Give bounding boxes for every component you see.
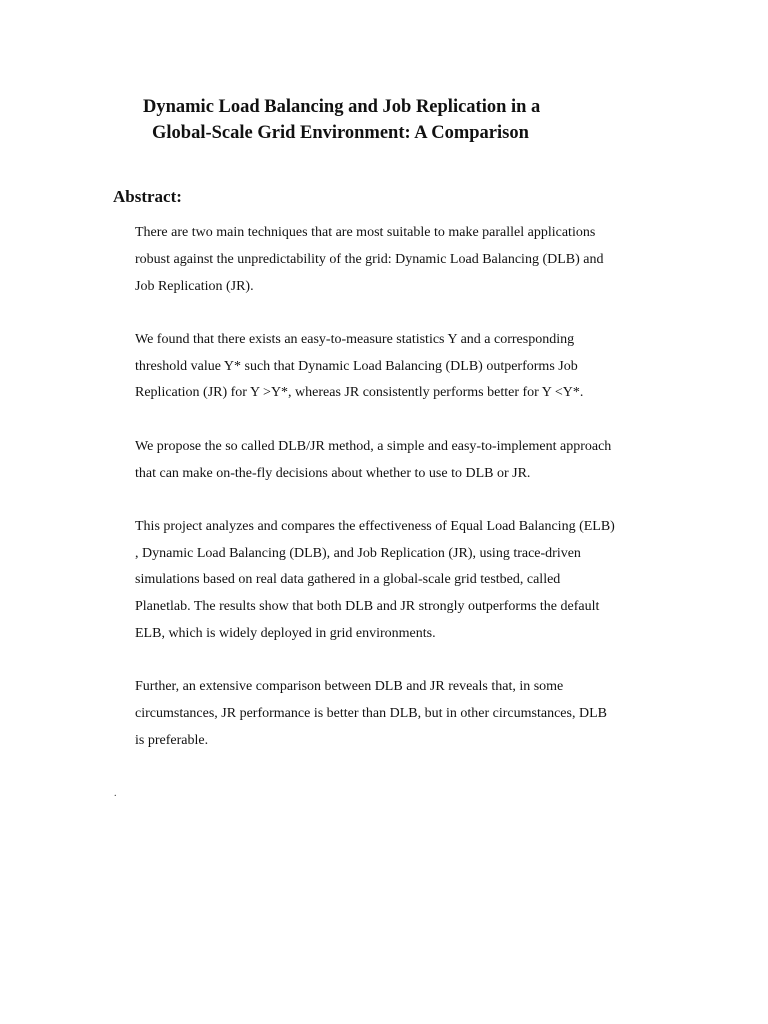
paragraph-line: We propose the so called DLB/JR method, a simple and easy-to-implement approach [135, 438, 612, 454]
abstract-body [135, 220, 675, 781]
paragraph-line: , Dynamic Load Balancing (DLB), and Job Replication (JR), using trace-driven [135, 545, 581, 561]
abstract-paragraph-4 [135, 514, 675, 648]
abstract-paragraph-5 [135, 674, 675, 754]
abstract-paragraph-3 [135, 434, 675, 488]
paragraph-line: threshold value Y* such that Dynamic Load Balancing (DLB) outperforms Job [135, 358, 578, 374]
abstract-heading: Abstract: [113, 187, 182, 206]
title-line-1: Dynamic Load Balancing and Job Replication in a [143, 97, 541, 117]
abstract-paragraph-2 [135, 327, 675, 407]
paragraph-line: that can make on-the-fly decisions about whether to use to DLB or JR. [135, 465, 531, 481]
paragraph-line: Further, an extensive comparison between DLB and JR reveals that, in some [135, 679, 564, 695]
paragraph-line: simulations based on real data gathered in a global-scale grid testbed, called [135, 572, 561, 588]
paragraph-line: Planetlab. The results show that both DLB and JR strongly outperforms the default [135, 599, 600, 615]
stray-period-mark: . [114, 788, 117, 799]
title-line-2: Global-Scale Grid Environment: A Comparison [152, 123, 529, 143]
paragraph-line: Job Replication (JR). [135, 278, 254, 294]
paragraph-line: ELB, which is widely deployed in grid environments. [135, 626, 436, 642]
abstract-paragraph-1 [135, 220, 675, 300]
paragraph-line: There are two main techniques that are most suitable to make parallel applications [135, 225, 596, 240]
paragraph-line: is preferable. [135, 732, 209, 748]
paragraph-line: circumstances, JR performance is better than DLB, but in other circumstances, DLB [135, 706, 607, 722]
paragraph-line: This project analyzes and compares the effectiveness of Equal Load Balancing (ELB) [135, 518, 615, 534]
paragraph-line: robust against the unpredictability of the grid: Dynamic Load Balancing (DLB) and [135, 251, 604, 267]
document-title [0, 94, 720, 146]
paragraph-line: We found that there exists an easy-to-measure statistics Y and a corresponding [135, 331, 575, 347]
paragraph-line: Replication (JR) for Y >Y*, whereas JR consistently performs better for Y <Y*. [135, 385, 584, 401]
